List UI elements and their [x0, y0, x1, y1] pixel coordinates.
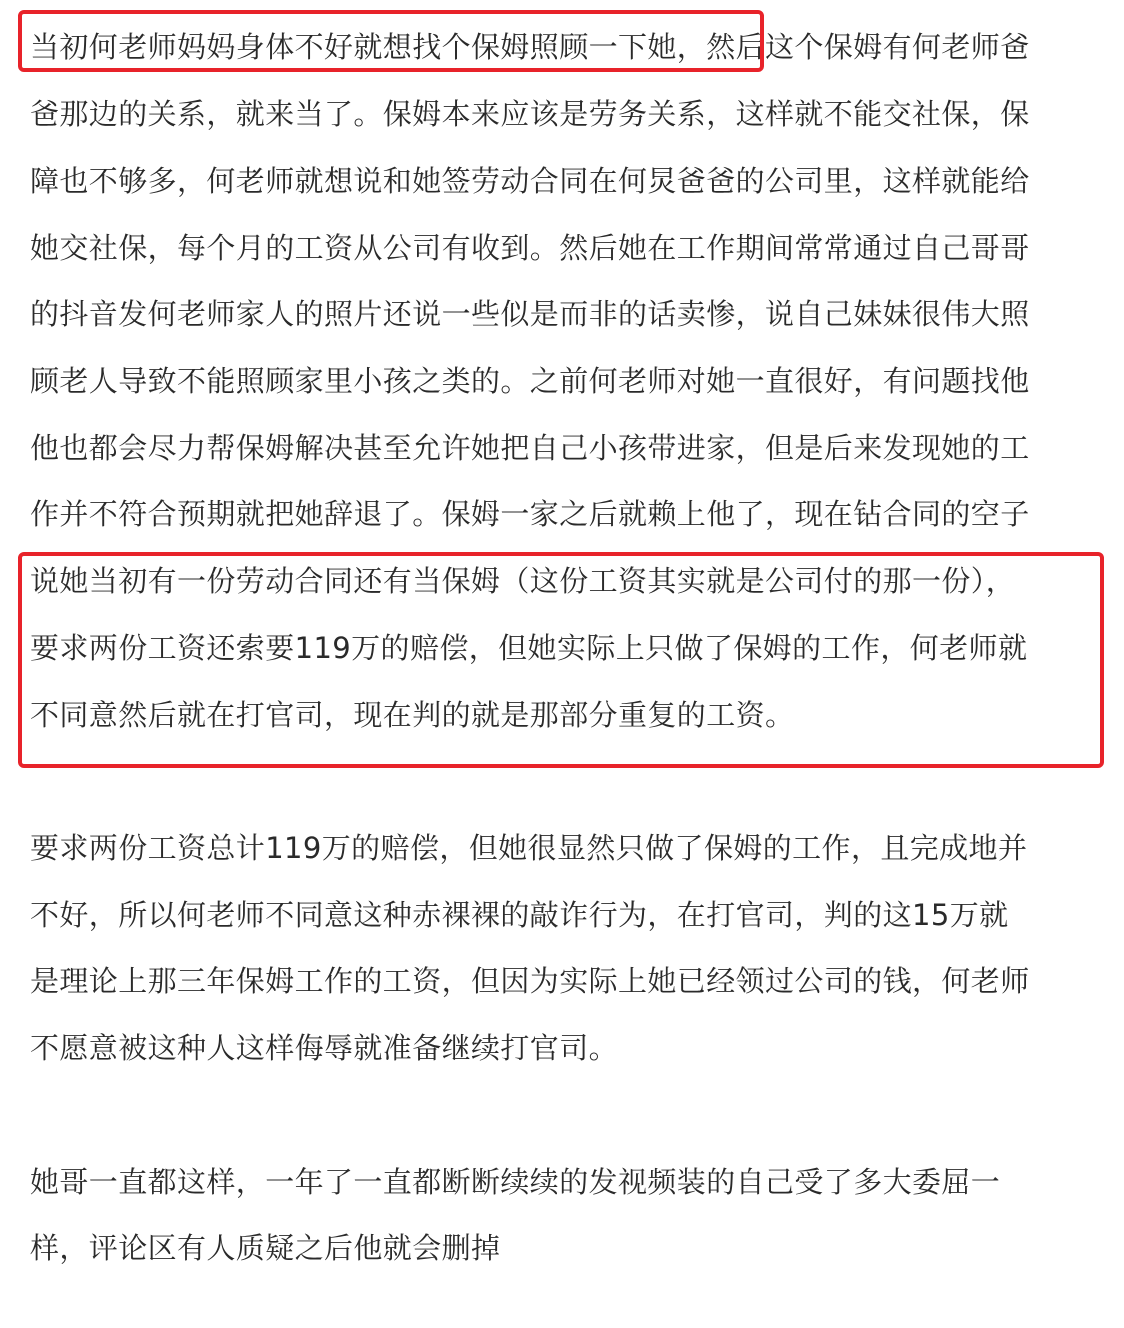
- text-line: 障也不够多，何老师就想说和她签劳动合同在何炅爸爸的公司里，这样就能给: [30, 164, 1030, 198]
- text-line: 样，评论区有人质疑之后他就会删掉: [30, 1231, 501, 1265]
- text-line: 不愿意被这种人这样侮辱就准备继续打官司。: [30, 1031, 619, 1065]
- text-line: 不同意然后就在打官司，现在判的就是那部分重复的工资。: [30, 698, 795, 732]
- text-line: 他也都会尽力帮保姆解决甚至允许她把自己小孩带进家，但是后来发现她的工: [30, 431, 1030, 465]
- text-line: 作并不符合预期就把她辞退了。保姆一家之后就赖上他了，现在钻合同的空子: [30, 497, 1030, 531]
- text-line: 爸那边的关系，就来当了。保姆本来应该是劳务关系，这样就不能交社保，保: [30, 97, 1030, 131]
- text-line: 她哥一直都这样，一年了一直都断断续续的发视频装的自己受了多大委屈一: [30, 1165, 1001, 1199]
- text-line: 不好，所以何老师不同意这种赤裸裸的敲诈行为，在打官司，判的这15万就: [30, 898, 1009, 932]
- text-line: 当初何老师妈妈身体不好就想找个保姆照顾一下她，然后这个保姆有何老师爸: [30, 30, 1030, 64]
- text-line: 是理论上那三年保姆工作的工资，但因为实际上她已经领过公司的钱，何老师: [30, 964, 1030, 998]
- text-line: 说她当初有一份劳动合同还有当保姆（这份工资其实就是公司付的那一份），: [30, 564, 1016, 598]
- text-line: 要求两份工资还索要119万的赔偿，但她实际上只做了保姆的工作，何老师就: [30, 631, 1028, 665]
- text-line: 要求两份工资总计119万的赔偿，但她很显然只做了保姆的工作，且完成地并: [30, 831, 1028, 865]
- text-line: 的抖音发何老师家人的照片还说一些似是而非的话卖惨，说自己妹妹很伟大照: [30, 297, 1030, 331]
- text-line: 顾老人导致不能照顾家里小孩之类的。之前何老师对她一直很好，有问题找他: [30, 364, 1030, 398]
- text-line: 她交社保，每个月的工资从公司有收到。然后她在工作期间常常通过自己哥哥: [30, 231, 1030, 265]
